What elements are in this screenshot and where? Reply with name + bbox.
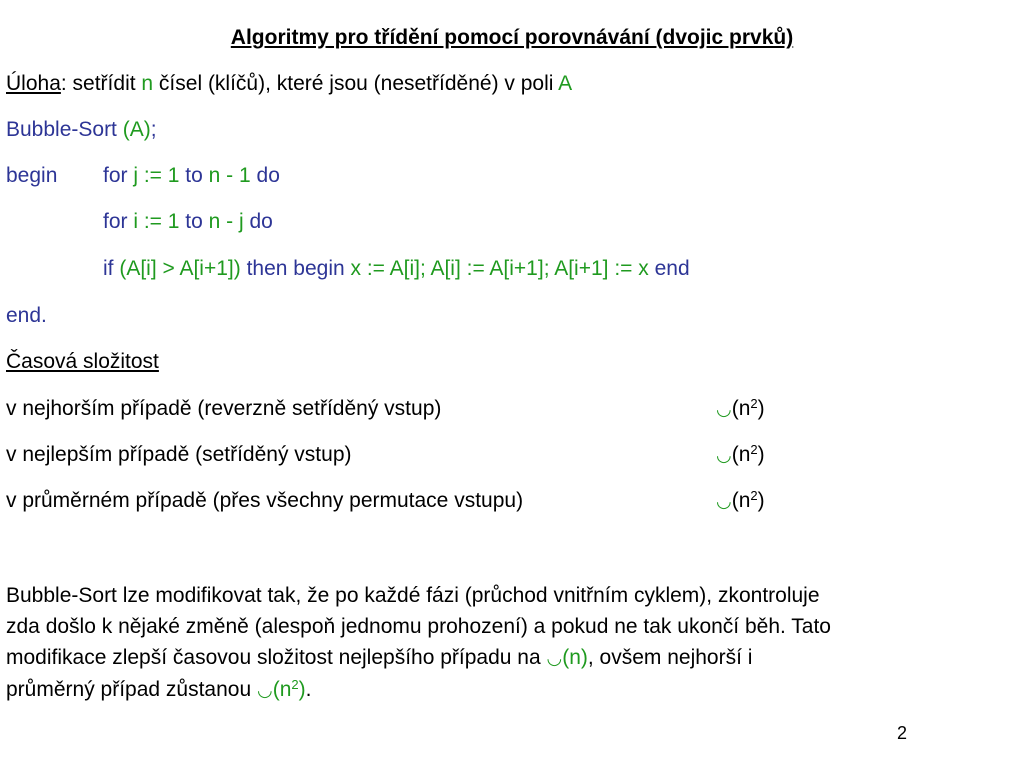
omega-icon: ◡ xyxy=(546,648,563,669)
task-text-2: čísel (klíčů), které jsou (nesetříděné) v poli xyxy=(153,72,559,95)
paragraph-line-3-text-a: modifikace zlepší časovou složitost nejlepšího případu na xyxy=(6,646,547,669)
complexity-average-base: (n xyxy=(731,489,751,512)
page-number: 2 xyxy=(897,723,908,743)
code-header-args: (A) xyxy=(122,118,151,141)
complexity-worst-exp: 2 xyxy=(750,396,758,411)
code-header xyxy=(6,118,157,142)
task-statement xyxy=(6,72,572,96)
paragraph-line-4-end: . xyxy=(305,678,312,701)
complexity-worst-value xyxy=(716,397,765,422)
task-label: Úloha xyxy=(6,72,61,95)
complexity-heading: Časová složitost xyxy=(6,350,159,373)
swap-body: x := A[i]; A[i] := A[i+1]; A[i+1] := x xyxy=(350,257,649,280)
paragraph-best-value: (n) xyxy=(562,646,588,669)
complexity-average-close: ) xyxy=(757,489,765,512)
outer-do-keyword: do xyxy=(250,164,280,187)
code-header-name: Bubble-Sort xyxy=(6,118,123,141)
complexity-worst-base: (n xyxy=(731,397,751,420)
inner-loop-bound: n - j xyxy=(208,210,244,233)
complexity-best-close: ) xyxy=(757,443,765,466)
inner-for-keyword: for xyxy=(103,210,134,233)
paragraph-line-2: zda došlo k nějaké změně (alespoň jednomu prohození) a pokud ne tak ukončí běh. Tato xyxy=(6,615,831,638)
code-inner-loop xyxy=(103,210,273,234)
complexity-best-exp: 2 xyxy=(750,442,758,457)
omega-icon: ◡ xyxy=(256,680,273,701)
inner-do-keyword: do xyxy=(243,210,273,233)
code-header-end: ; xyxy=(150,118,157,141)
task-var-n: n xyxy=(141,72,154,95)
omega-icon: ◡ xyxy=(716,399,732,420)
complexity-worst-label: v nejhorším případě (reverzně setříděný vstup) xyxy=(6,397,442,420)
paragraph-line-4 xyxy=(6,674,1016,706)
code-begin: begin xyxy=(6,164,58,187)
outer-loop-var: j := 1 xyxy=(133,164,180,187)
end-keyword: end xyxy=(648,257,690,280)
inner-loop-var: i := 1 xyxy=(133,210,180,233)
paragraph-line-3-text-b: , ovšem nejhorší i xyxy=(587,646,753,669)
inner-to-keyword: to xyxy=(179,210,209,233)
task-var-a: A xyxy=(558,72,573,95)
complexity-average-label: v průměrném případě (přes všechny permutace vstupu) xyxy=(6,489,524,512)
code-condition xyxy=(103,257,690,281)
paragraph-worst-base: (n xyxy=(272,678,292,701)
begin-keyword: begin xyxy=(293,257,351,280)
paragraph-worst-close: ) xyxy=(298,678,306,701)
paragraph-line-4-text-a: průměrný případ zůstanou xyxy=(6,678,257,701)
then-keyword: then xyxy=(240,257,294,280)
complexity-best-label: v nejlepším případě (setříděný vstup) xyxy=(6,443,352,466)
paragraph-line-1: Bubble-Sort lze modifikovat tak, že po každé fázi (průchod vnitřním cyklem), zkontroluje xyxy=(6,584,820,607)
complexity-best-base: (n xyxy=(731,443,751,466)
complexity-average-value xyxy=(716,489,765,514)
omega-icon: ◡ xyxy=(716,445,732,466)
modification-paragraph xyxy=(6,580,1016,706)
paragraph-worst-exp: 2 xyxy=(291,677,299,692)
condition-expression: (A[i] > A[i+1]) xyxy=(119,257,241,280)
outer-for-keyword: for xyxy=(103,164,134,187)
complexity-worst-close: ) xyxy=(757,397,765,420)
complexity-best-value xyxy=(716,443,765,468)
task-text-1: : setřídit xyxy=(60,72,142,95)
code-outer-loop xyxy=(103,164,280,188)
paragraph-line-3 xyxy=(6,642,1016,674)
complexity-average-exp: 2 xyxy=(750,488,758,503)
code-end: end. xyxy=(6,304,47,327)
if-keyword: if xyxy=(103,257,120,280)
slide-title: Algoritmy pro třídění pomocí porovnávání (dvojic prvků) xyxy=(230,26,794,49)
outer-to-keyword: to xyxy=(179,164,209,187)
omega-icon: ◡ xyxy=(716,491,732,512)
outer-loop-bound: n - 1 xyxy=(208,164,251,187)
